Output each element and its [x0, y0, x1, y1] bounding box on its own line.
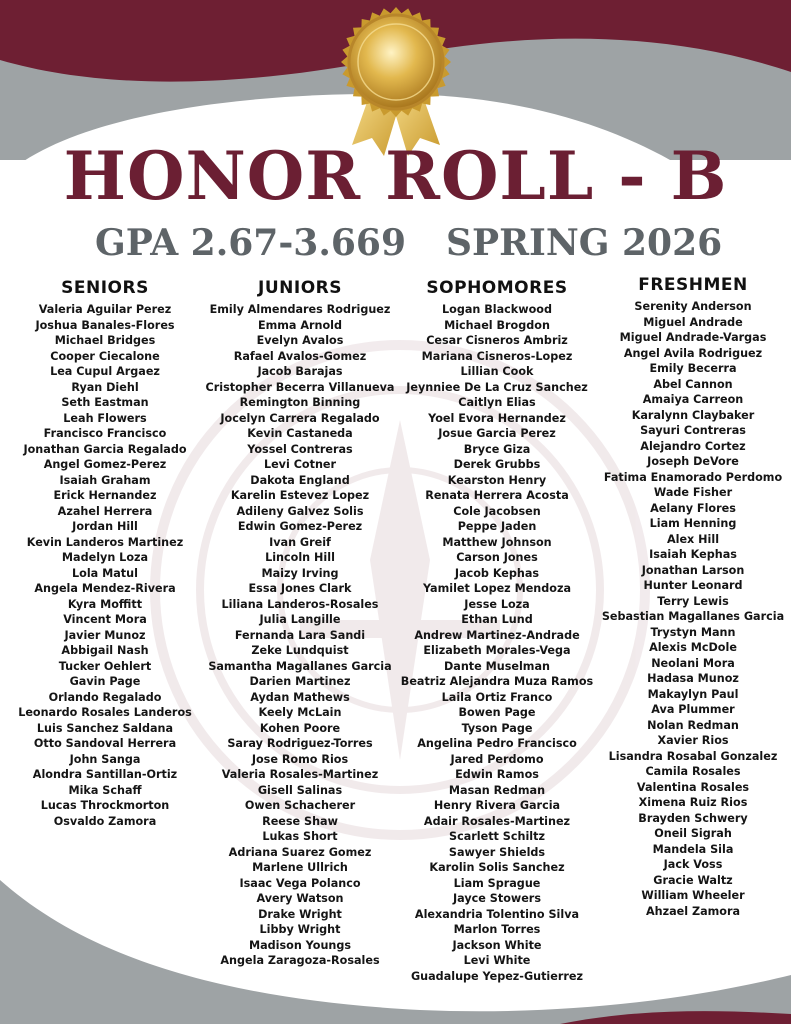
- student-name: Isaiah Kephas: [649, 548, 737, 561]
- student-name: Wade Fisher: [653, 486, 733, 499]
- student-name: Emily Almendares Rodriguez: [209, 303, 391, 316]
- student-name: Kevin Castaneda: [247, 427, 353, 440]
- student-name: Ethan Lund: [461, 613, 533, 626]
- student-name: Keely McLain: [258, 706, 342, 719]
- student-name: Kearston Henry: [447, 473, 547, 487]
- student-name: Jared Perdomo: [450, 752, 544, 766]
- student-name: Lincoln Hill: [265, 551, 335, 564]
- student-name: Reese Shaw: [262, 814, 338, 828]
- student-name: Azahel Herrera: [57, 504, 153, 518]
- student-name: Angela Zaragoza-Rosales: [220, 954, 380, 967]
- student-name: Dante Muselman: [444, 659, 550, 673]
- student-name: Seth Eastman: [61, 396, 149, 409]
- seniors-column: [0, 277, 210, 829]
- student-name: Osvaldo Zamora: [53, 814, 157, 828]
- student-name: Joseph DeVore: [647, 455, 739, 468]
- student-name: Aydan Mathews: [250, 690, 350, 704]
- student-name: Ximena Ruiz Rios: [638, 796, 748, 809]
- student-name: Julia Langille: [259, 613, 341, 626]
- student-name: Alondra Santillan-Ortiz: [32, 768, 178, 781]
- student-name: Isaac Vega Polanco: [239, 876, 361, 890]
- student-name: Elizabeth Morales-Vega: [423, 644, 571, 657]
- student-name: Alexandria Tolentino Silva: [414, 907, 580, 921]
- student-name: Levi Cotner: [263, 458, 337, 471]
- student-name: Yamilet Lopez Mendoza: [422, 582, 572, 595]
- student-name: Renata Herrera Acosta: [425, 489, 569, 502]
- student-name: Jacob Kephas: [454, 566, 540, 580]
- student-name: Michael Bridges: [54, 334, 156, 347]
- student-name: Jacob Barajas: [257, 365, 343, 378]
- page-title: HONOR ROLL - B: [63, 137, 728, 215]
- student-name: Jose Romo Rios: [251, 752, 349, 766]
- student-name: Cole Jacobsen: [453, 504, 541, 518]
- name-list: [392, 302, 602, 984]
- student-name: Karolin Solis Sanchez: [429, 861, 565, 874]
- student-name: Kevin Landeros Martinez: [26, 535, 184, 549]
- student-name: Yossel Contreras: [247, 442, 353, 456]
- student-name: Vincent Mora: [63, 613, 147, 626]
- student-name: Marlon Torres: [453, 923, 541, 936]
- student-name: Lisandra Rosabal Gonzalez: [608, 749, 778, 763]
- student-name: John Sanga: [69, 752, 141, 766]
- student-name: Adriana Suarez Gomez: [228, 845, 372, 859]
- student-name: Jeynniee De La Cruz Sanchez: [406, 380, 588, 394]
- student-name: Miguel Andrade-Vargas: [619, 331, 767, 344]
- student-name: Serenity Anderson: [634, 300, 752, 313]
- student-name: Karalynn Claybaker: [631, 408, 755, 422]
- student-name: Erick Hernandez: [53, 489, 157, 502]
- gpa-range: GPA 2.67-3.669: [95, 222, 407, 264]
- student-name: Peppe Jaden: [457, 520, 537, 533]
- student-name: Jackson White: [452, 938, 542, 952]
- student-name: Scarlett Schiltz: [449, 830, 545, 843]
- student-name: Aelany Flores: [650, 501, 736, 515]
- student-name: Camila Rosales: [645, 765, 741, 778]
- student-name: Samantha Magallanes Garcia: [208, 659, 392, 673]
- student-name: Jayce Stowers: [453, 892, 541, 905]
- freshmen-column: [588, 274, 791, 919]
- student-name: Ivan Greif: [269, 535, 331, 549]
- column-heading: JUNIORS: [258, 278, 342, 298]
- student-name: Brayden Schwery: [638, 811, 748, 825]
- student-name: Lukas Short: [262, 830, 338, 843]
- student-name: Bryce Giza: [463, 442, 531, 456]
- student-name: Evelyn Avalos: [256, 334, 344, 347]
- student-name: Tucker Oehlert: [58, 659, 152, 673]
- student-name: Kohen Poore: [259, 721, 341, 735]
- student-name: Owen Schacherer: [244, 799, 356, 812]
- student-name: Maizy Irving: [261, 566, 339, 580]
- student-name: Laila Ortiz Franco: [441, 690, 553, 704]
- student-name: Miguel Andrade: [643, 315, 743, 329]
- student-name: Kyra Moffitt: [67, 597, 143, 611]
- student-name: Makaylyn Paul: [647, 687, 739, 701]
- student-name: Angel Avila Rodriguez: [623, 346, 763, 360]
- student-name: Ahzael Zamora: [645, 904, 741, 918]
- student-name: Valentina Rosales: [636, 780, 750, 794]
- name-list: [195, 302, 405, 969]
- student-name: Adileny Galvez Solis: [236, 504, 364, 518]
- student-name: Angel Gomez-Perez: [43, 458, 167, 471]
- student-name: Jordan Hill: [72, 520, 138, 533]
- student-name: Darien Martinez: [249, 675, 351, 688]
- student-name: Mariana Cisneros-Lopez: [421, 349, 573, 363]
- student-name: Emma Arnold: [257, 318, 343, 332]
- student-name: Josue Garcia Perez: [438, 427, 556, 440]
- student-name: Alejandro Cortez: [640, 439, 746, 453]
- student-name: Jonathan Garcia Regalado: [23, 442, 187, 456]
- student-name: Fatima Enamorado Perdomo: [603, 470, 783, 484]
- student-name: Madison Youngs: [248, 938, 352, 952]
- student-name: Liam Sprague: [453, 876, 541, 890]
- student-name: Jack Voss: [663, 858, 723, 871]
- name-list: [588, 299, 791, 919]
- student-name: Lucas Throckmorton: [40, 799, 170, 812]
- student-name: Nolan Redman: [647, 718, 739, 732]
- student-name: Jonathan Larson: [641, 563, 745, 577]
- student-name: Neolani Mora: [651, 656, 735, 670]
- student-name: Lillian Cook: [460, 365, 534, 378]
- student-name: Amaiya Carreon: [642, 393, 744, 406]
- student-name: Libby Wright: [259, 923, 341, 936]
- student-name: Abel Cannon: [653, 377, 733, 391]
- student-name: Cooper Ciecalone: [50, 349, 160, 363]
- student-name: Javier Munoz: [64, 628, 146, 642]
- student-name: Edwin Ramos: [455, 768, 539, 781]
- student-name: Andrew Martinez-Andrade: [414, 628, 580, 642]
- student-name: Hunter Leonard: [643, 579, 743, 592]
- juniors-column: [195, 277, 405, 969]
- student-name: Karelin Estevez Lopez: [230, 489, 370, 502]
- student-name: Michael Brogdon: [444, 318, 550, 332]
- student-name: Henry Rivera Garcia: [433, 799, 561, 812]
- student-name: Hadasa Munoz: [647, 672, 739, 685]
- student-name: Terry Lewis: [657, 594, 729, 608]
- student-name: Valeria Aguilar Perez: [38, 303, 172, 316]
- sophomores-column: [392, 277, 602, 984]
- column-heading: FRESHMEN: [638, 275, 748, 295]
- student-name: Fernanda Lara Sandi: [234, 628, 366, 642]
- student-name: Alex Hill: [666, 532, 720, 546]
- student-name: Marlene Ullrich: [252, 861, 348, 874]
- student-name: Remington Binning: [239, 396, 361, 409]
- student-name: Sayuri Contreras: [640, 424, 746, 437]
- student-name: Dakota England: [250, 473, 350, 487]
- student-name: Levi White: [463, 954, 531, 967]
- student-name: Drake Wright: [258, 907, 342, 921]
- student-name: Cristopher Becerra Villanueva: [205, 380, 395, 394]
- student-name: Lea Cupul Argaez: [50, 365, 160, 378]
- student-name: Alexis McDole: [649, 641, 737, 654]
- student-name: Gavin Page: [69, 675, 141, 688]
- student-name: Trystyn Mann: [650, 625, 736, 639]
- student-name: Valeria Rosales-Martinez: [221, 768, 379, 781]
- student-name: Joshua Banales-Flores: [35, 318, 175, 332]
- student-name: Adair Rosales-Martinez: [423, 814, 571, 828]
- student-name: William Wheeler: [641, 889, 745, 902]
- term-label: SPRING 2026: [446, 222, 723, 264]
- student-name: Lola Matul: [72, 566, 138, 580]
- student-name: Xavier Rios: [657, 734, 729, 747]
- student-name: Edwin Gomez-Perez: [237, 520, 363, 533]
- student-name: Essa Jones Clark: [248, 582, 352, 595]
- student-name: Liliana Landeros-Rosales: [221, 597, 379, 611]
- student-name: Jesse Loza: [464, 597, 530, 611]
- student-name: Tyson Page: [461, 721, 533, 735]
- student-name: Leah Flowers: [63, 411, 147, 425]
- student-name: Mika Schaff: [68, 783, 142, 797]
- student-name: Sawyer Shields: [448, 845, 546, 859]
- student-name: Emily Becerra: [649, 362, 737, 375]
- student-name: Otto Sandoval Herrera: [33, 737, 177, 750]
- student-name: Guadalupe Yepez-Gutierrez: [410, 969, 583, 983]
- student-name: Matthew Johnson: [442, 535, 552, 549]
- student-name: Angelina Pedro Francisco: [417, 737, 577, 750]
- student-name: Francisco Francisco: [43, 427, 167, 440]
- student-name: Rafael Avalos-Gomez: [233, 349, 367, 363]
- student-name: Madelyn Loza: [61, 551, 149, 564]
- student-name: Mandela Sila: [652, 842, 734, 856]
- student-name: Isaiah Graham: [59, 473, 151, 487]
- column-heading: SOPHOMORES: [426, 278, 568, 298]
- student-name: Abbigail Nash: [61, 644, 149, 657]
- student-name: Carson Jones: [456, 551, 538, 564]
- student-name: Jocelyn Carrera Regalado: [220, 411, 380, 425]
- student-name: Caitlyn Elias: [458, 396, 536, 409]
- student-name: Angela Mendez-Rivera: [34, 582, 176, 595]
- name-list: [0, 302, 210, 829]
- student-name: Gisell Salinas: [257, 783, 343, 797]
- student-name: Saray Rodriguez-Torres: [227, 737, 373, 750]
- student-name: Derek Grubbs: [453, 458, 541, 471]
- student-name: Zeke Lundquist: [251, 644, 349, 657]
- student-name: Yoel Evora Hernandez: [428, 411, 566, 425]
- student-name: Liam Henning: [649, 517, 737, 530]
- student-name: Oneil Sigrah: [654, 827, 732, 840]
- column-heading: SENIORS: [61, 278, 149, 298]
- student-name: Logan Blackwood: [442, 303, 552, 316]
- student-name: Masan Redman: [448, 783, 546, 797]
- student-name: Orlando Regalado: [48, 690, 162, 704]
- student-name: Avery Watson: [256, 892, 344, 905]
- student-name: Bowen Page: [458, 706, 536, 719]
- student-name: Leonardo Rosales Landeros: [18, 706, 192, 719]
- student-name: Luis Sanchez Saldana: [36, 721, 174, 735]
- student-name: Ryan Diehl: [71, 380, 139, 394]
- student-name: Cesar Cisneros Ambriz: [426, 334, 568, 347]
- student-name: Sebastian Magallanes Garcia: [601, 610, 785, 623]
- student-name: Ava Plummer: [651, 703, 735, 716]
- student-name: Beatriz Alejandra Muza Ramos: [400, 675, 594, 688]
- student-name: Gracie Waltz: [653, 873, 733, 887]
